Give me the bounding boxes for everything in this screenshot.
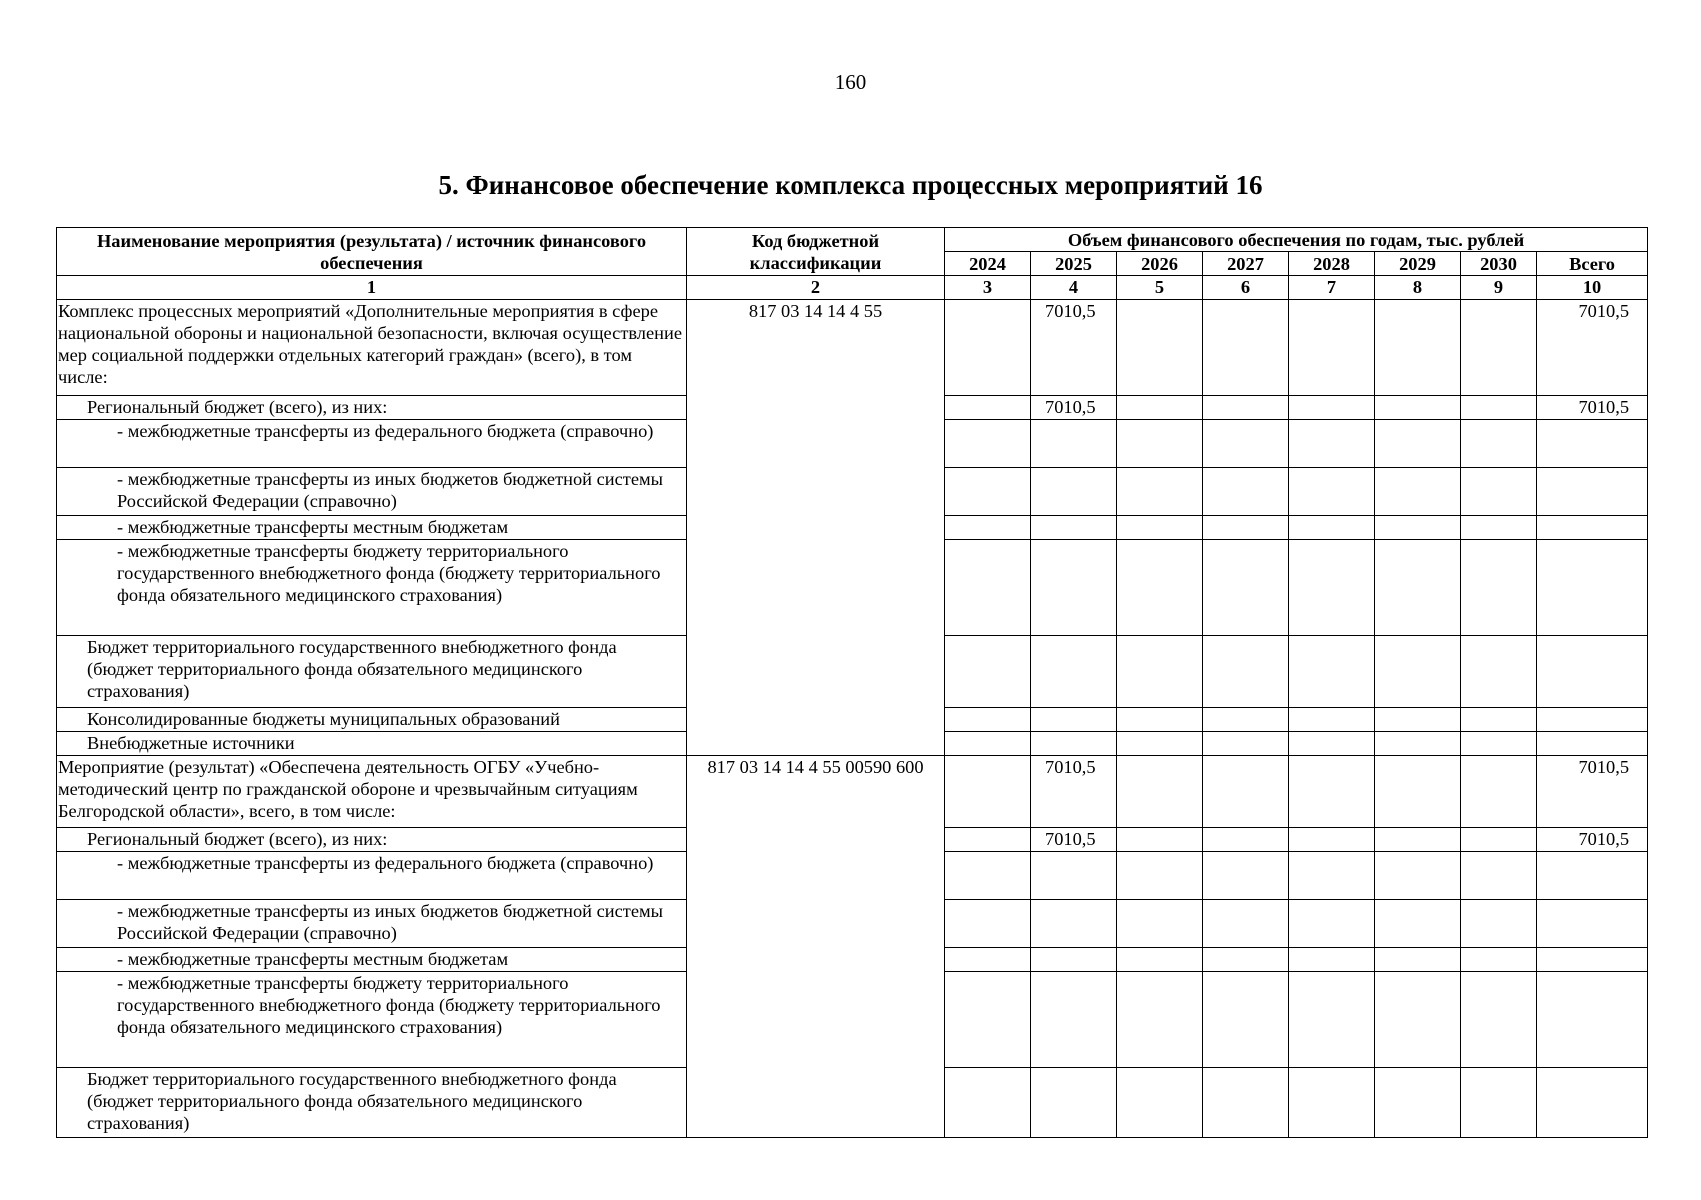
header-year: 2029 xyxy=(1375,252,1461,276)
cell-total: 7010,5 xyxy=(1537,828,1648,852)
table-row xyxy=(57,300,1648,396)
cell-2027 xyxy=(1203,396,1289,420)
row-name: Региональный бюджет (всего), из них: xyxy=(57,396,687,420)
cell-2029 xyxy=(1375,828,1461,852)
column-number: 6 xyxy=(1203,276,1289,300)
cell-2030 xyxy=(1461,300,1537,396)
header-year: 2028 xyxy=(1289,252,1375,276)
cell-2030 xyxy=(1461,828,1537,852)
table-row xyxy=(57,756,1648,828)
header-code: Код бюджетной классификации xyxy=(687,228,945,276)
row-name: Консолидированные бюджеты муниципальных образований xyxy=(57,708,687,732)
row-name: - межбюджетные трансферты из федерального бюджета (справочно) xyxy=(57,852,687,900)
column-number: 8 xyxy=(1375,276,1461,300)
row-name: Внебюджетные источники xyxy=(57,732,687,756)
budget-code: 817 03 14 14 4 55 00590 600 xyxy=(687,756,945,1138)
header-year: 2030 xyxy=(1461,252,1537,276)
cell-2024 xyxy=(945,396,1031,420)
budget-code: 817 03 14 14 4 55 xyxy=(687,300,945,756)
header-volume: Объем финансового обеспечения по годам, тыс. рублей xyxy=(945,228,1648,252)
cell-2028 xyxy=(1289,828,1375,852)
column-number: 4 xyxy=(1031,276,1117,300)
cell-2028 xyxy=(1289,756,1375,828)
cell-2025: 7010,5 xyxy=(1031,828,1117,852)
cell-2026 xyxy=(1117,300,1203,396)
row-name: Мероприятие (результат) «Обеспечена деятельность ОГБУ «Учебно-методический центр по гражданской обороне и чрезвычайным ситуациям Белгородской области», всего, в том числе: xyxy=(57,756,687,828)
cell-total: 7010,5 xyxy=(1537,300,1648,396)
row-name: - межбюджетные трансферты бюджету территориального государственного внебюджетного фонда (бюджету территориального фонда обязательного медицинского страхования) xyxy=(57,972,687,1068)
cell-2030 xyxy=(1461,396,1537,420)
row-name: Бюджет территориального государственного внебюджетного фонда (бюджет территориального фонда обязательного медицинского страхования) xyxy=(57,1068,687,1138)
cell-2026 xyxy=(1117,756,1203,828)
column-number: 7 xyxy=(1289,276,1375,300)
cell-2028 xyxy=(1289,300,1375,396)
row-name: - межбюджетные трансферты бюджету территориального государственного внебюджетного фонда (бюджету территориального фонда обязательного медицинского страхования) xyxy=(57,540,687,636)
cell-2025: 7010,5 xyxy=(1031,300,1117,396)
header-year: 2027 xyxy=(1203,252,1289,276)
row-name: - межбюджетные трансферты из иных бюджетов бюджетной системы Российской Федерации (справочно) xyxy=(57,900,687,948)
page-number: 160 xyxy=(834,70,867,94)
cell-2024 xyxy=(945,828,1031,852)
cell-2029 xyxy=(1375,756,1461,828)
cell-2024 xyxy=(945,756,1031,828)
section-title: 5. Финансовое обеспечение комплекса процессных мероприятий 16 xyxy=(438,170,1263,200)
column-number: 5 xyxy=(1117,276,1203,300)
column-number: 10 xyxy=(1537,276,1648,300)
cell-total: 7010,5 xyxy=(1537,396,1648,420)
cell-2027 xyxy=(1203,300,1289,396)
column-number: 2 xyxy=(687,276,945,300)
cell-2027 xyxy=(1203,756,1289,828)
cell-2026 xyxy=(1117,828,1203,852)
column-number: 3 xyxy=(945,276,1031,300)
cell-2025: 7010,5 xyxy=(1031,396,1117,420)
financing-table xyxy=(56,227,1648,1138)
row-name: - межбюджетные трансферты местным бюджетам xyxy=(57,516,687,540)
cell-2029 xyxy=(1375,300,1461,396)
row-name: - межбюджетные трансферты из иных бюджетов бюджетной системы Российской Федерации (справочно) xyxy=(57,468,687,516)
cell-2028 xyxy=(1289,396,1375,420)
column-number: 1 xyxy=(57,276,687,300)
row-name: - межбюджетные трансферты местным бюджетам xyxy=(57,948,687,972)
column-number: 9 xyxy=(1461,276,1537,300)
header-year: 2026 xyxy=(1117,252,1203,276)
header-year: 2025 xyxy=(1031,252,1117,276)
row-name: Комплекс процессных мероприятий «Дополнительные мероприятия в сфере национальной обороны и национальной безопасности, включая осуществление мер социальной поддержки отдельных категорий граждан» (всего), в том числе: xyxy=(57,300,687,396)
cell-2029 xyxy=(1375,396,1461,420)
cell-2024 xyxy=(945,300,1031,396)
header-year: 2024 xyxy=(945,252,1031,276)
header-total: Всего xyxy=(1537,252,1648,276)
cell-2027 xyxy=(1203,828,1289,852)
cell-total: 7010,5 xyxy=(1537,756,1648,828)
row-name: Бюджет территориального государственного внебюджетного фонда (бюджет территориального фонда обязательного медицинского страхования) xyxy=(57,636,687,708)
cell-2025: 7010,5 xyxy=(1031,756,1117,828)
header-name: Наименование мероприятия (результата) / источник финансового обеспечения xyxy=(57,228,687,276)
row-name: Региональный бюджет (всего), из них: xyxy=(57,828,687,852)
row-name: - межбюджетные трансферты из федерального бюджета (справочно) xyxy=(57,420,687,468)
cell-2030 xyxy=(1461,756,1537,828)
cell-2026 xyxy=(1117,396,1203,420)
